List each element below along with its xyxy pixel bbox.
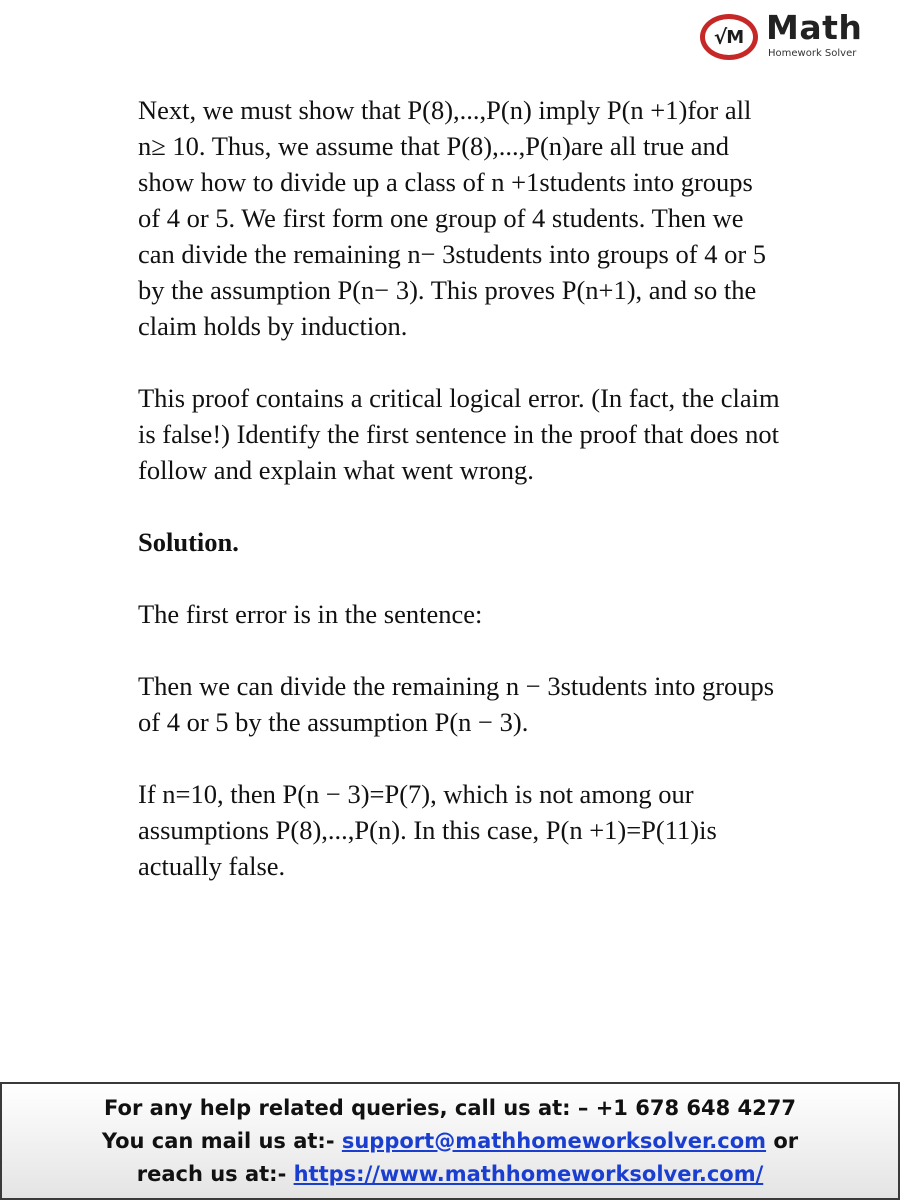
- explanation-paragraph: [138, 776, 878, 884]
- solution-heading: Solution.: [138, 527, 239, 557]
- document-body: [138, 92, 878, 920]
- text-line: show how to divide up a class of n +1students into groups: [138, 167, 753, 197]
- text-line: The first error is in the sentence:: [138, 599, 483, 629]
- footer-email-line: [102, 1125, 798, 1158]
- text-line: Then we can divide the remaining n − 3students into groups: [138, 671, 775, 701]
- logo-mark-icon: √ M: [700, 14, 758, 60]
- question-paragraph: [138, 380, 878, 488]
- text-line: If n=10, then P(n − 3)=P(7), which is not among our: [138, 779, 694, 809]
- text-line: n≥ 10. Thus, we assume that P(8),...,P(n)are all true and: [138, 131, 730, 161]
- contact-footer: [0, 1082, 900, 1200]
- text-line: Next, we must show that P(8),...,P(n) imply P(n +1)for all: [138, 95, 752, 125]
- support-email-link[interactable]: support@mathhomeworksolver.com: [341, 1128, 767, 1153]
- text-line: follow and explain what went wrong.: [138, 455, 534, 485]
- text-line: actually false.: [138, 851, 286, 881]
- proof-paragraph: [138, 92, 878, 344]
- solution-intro-paragraph: [138, 596, 878, 632]
- text-line: by the assumption P(n− 3). This proves P(n+1), and so the: [138, 275, 757, 305]
- footer-email-prefix: You can mail us at:-: [101, 1128, 342, 1153]
- text-line: of 4 or 5 by the assumption P(n − 3).: [138, 707, 529, 737]
- text-line: can divide the remaining n− 3students into groups of 4 or 5: [138, 239, 767, 269]
- text-line: of 4 or 5. We first form one group of 4 students. Then we: [138, 203, 744, 233]
- footer-website-prefix: reach us at:-: [136, 1161, 294, 1186]
- text-line: claim holds by induction.: [138, 311, 408, 341]
- text-line: assumptions P(8),...,P(n). In this case, P(n +1)=P(11)is: [138, 815, 717, 845]
- logo-subtitle: Homework Solver: [768, 48, 857, 59]
- footer-phone-line: For any help related queries, call us at: – +1 678 648 4277: [104, 1095, 796, 1120]
- website-link[interactable]: https://www.mathhomeworksolver.com/: [293, 1161, 764, 1186]
- logo-wordmark: Math: [766, 8, 863, 47]
- footer-email-suffix: or: [766, 1128, 799, 1153]
- brand-logo: [700, 10, 882, 64]
- text-line: This proof contains a critical logical error. (In fact, the claim: [138, 383, 780, 413]
- text-line: is false!) Identify the first sentence in the proof that does not: [138, 419, 779, 449]
- footer-website-line: [137, 1158, 764, 1191]
- quoted-sentence-paragraph: [138, 668, 878, 740]
